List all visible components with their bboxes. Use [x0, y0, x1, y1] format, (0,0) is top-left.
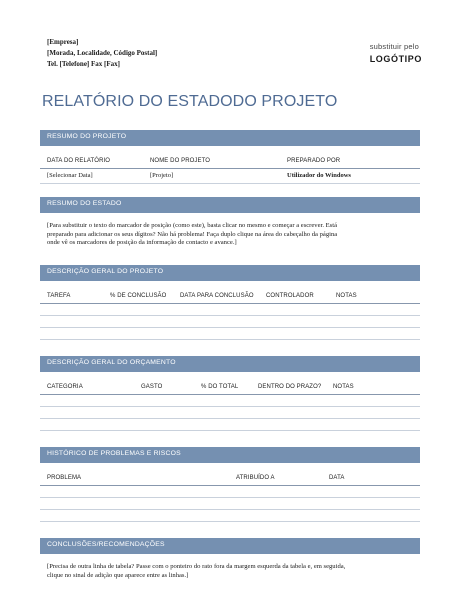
project-name-value[interactable]: [Projeto] [150, 172, 174, 179]
logo-subtitle: substituir pelo [369, 42, 419, 51]
section-header-label: CONCLUSÕES/RECOMENDAÇÕES [47, 541, 165, 548]
section-header-risks [40, 447, 420, 463]
company-info [47, 37, 157, 70]
logo-word: LOGÓTIPO [369, 54, 422, 64]
logo-placeholder[interactable] [370, 42, 422, 64]
section-header-label: RESUMO DO ESTADO [47, 200, 122, 207]
column-on-schedule: DENTRO DO PRAZO? [258, 384, 322, 390]
column-notes: NOTAS [336, 293, 357, 299]
conclusions-text-line: [Precisa de outra linha de tabela? Passe com o ponteiro do rato fora da margem esquerda da tabela e, em seguida, [47, 563, 346, 570]
conclusions-text[interactable] [47, 563, 415, 580]
section-header-label: HISTÓRICO DE PROBLEMAS E RISCOS [47, 450, 181, 457]
status-text-line: [Para substituir o texto do marcador de posição (como este), basta clicar no mesmo e começar a escrever. Está [47, 222, 338, 229]
company-address[interactable]: [Morada, Localidade, Código Postal] [47, 49, 158, 57]
status-text-line: preparado para adicionar os seus dígitos? Não há problema! Faça duplo clique na área do cabeçalho da página [47, 230, 338, 238]
table-divider [40, 485, 420, 486]
column-assigned-to: ATRIBUÍDO A [236, 475, 275, 481]
table-row-line[interactable] [40, 327, 420, 328]
section-header-overview [40, 265, 420, 281]
conclusions-text-line: clique no sinal de adição que aparece entre as linhas.] [47, 571, 189, 579]
table-row-line[interactable] [40, 339, 420, 340]
table-row-line [40, 183, 420, 184]
column-prepared-by: PREPARADO POR [287, 158, 341, 164]
table-divider [40, 303, 420, 304]
column-report-date: DATA DO RELATÓRIO [47, 158, 111, 164]
section-header-status [40, 197, 420, 213]
company-name[interactable]: [Empresa] [47, 38, 79, 46]
column-project-name: NOME DO PROJETO [150, 158, 211, 164]
column-spent: GASTO [141, 384, 163, 390]
column-date: DATA [329, 475, 345, 481]
table-row-line[interactable] [40, 509, 420, 510]
table-row-line[interactable] [40, 406, 420, 407]
table-row-line[interactable] [40, 430, 420, 431]
status-text[interactable] [47, 222, 415, 248]
column-category: CATEGORIA [47, 384, 83, 390]
column-issue: PROBLEMA [47, 475, 82, 481]
table-row-line[interactable] [40, 315, 420, 316]
section-header-budget [40, 356, 420, 372]
report-date-value[interactable]: [Selecionar Data] [47, 172, 93, 179]
column-percent-of-total: % DO TOTAL [201, 384, 239, 390]
column-percent-complete: % DE CONCLUSÃO [110, 293, 167, 299]
table-row-line[interactable] [40, 418, 420, 419]
company-phone-fax[interactable]: Tel. [Telefone] Fax [Fax] [47, 60, 120, 68]
column-task: TAREFA [47, 293, 71, 299]
report-title[interactable]: RELATÓRIO DO ESTADODO PROJETO [42, 93, 338, 110]
table-row-line[interactable] [40, 521, 420, 522]
section-header-label: RESUMO DO PROJETO [47, 133, 127, 140]
table-divider [40, 394, 420, 395]
section-header-label: DESCRIÇÃO GERAL DO ORÇAMENTO [47, 359, 176, 366]
prepared-by-value[interactable]: Utilizador do Windows [287, 172, 351, 179]
section-header-conclusions [40, 538, 420, 554]
section-header-label: DESCRIÇÃO GERAL DO PROJETO [47, 268, 164, 275]
table-divider [40, 168, 420, 169]
table-row-line[interactable] [40, 497, 420, 498]
column-notes: NOTAS [333, 384, 354, 390]
column-due-date: DATA PARA CONCLUSÃO [180, 293, 254, 299]
column-owner: CONTROLADOR [266, 293, 314, 299]
status-text-line: onde vê os marcadores de posição da informação de contacto e avance.] [47, 239, 237, 247]
section-header-summary [40, 130, 420, 146]
